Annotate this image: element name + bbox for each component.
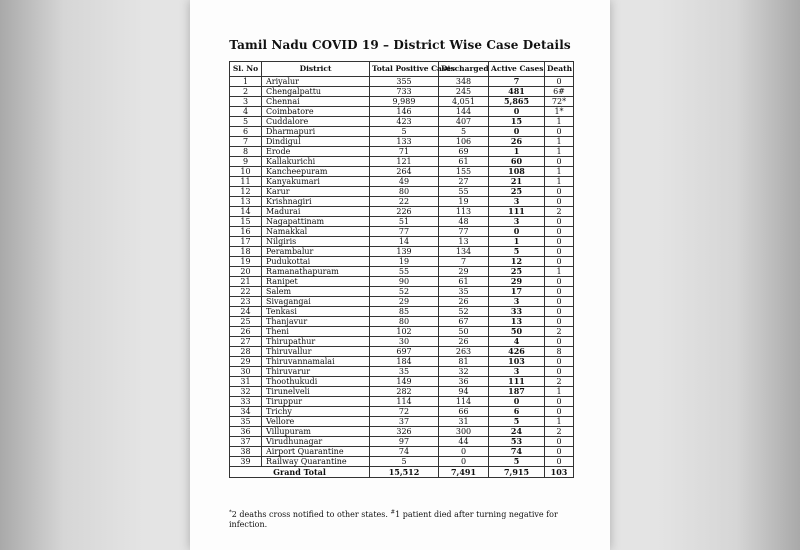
cell-district: Perambalur [262,247,370,257]
cell-active-cases: 3 [489,197,545,207]
cell-sl-no: 36 [230,427,262,437]
cell-total-positive: 697 [370,347,439,357]
table-row [230,407,574,417]
cell-district: Ariyalur [262,77,370,87]
cell-active-cases: 17 [489,287,545,297]
cell-district: Nagapattinam [262,217,370,227]
cell-discharged: 0 [439,447,489,457]
cell-death: 1 [545,137,574,147]
table-row [230,247,574,257]
cell-total-positive: 149 [370,377,439,387]
cell-district: Kancheepuram [262,167,370,177]
cell-death: 0 [545,257,574,267]
cell-death: 0 [545,157,574,167]
table-row [230,457,574,467]
table-row [230,357,574,367]
cell-total-positive: 282 [370,387,439,397]
cell-active-cases: 33 [489,307,545,317]
cell-active-cases: 103 [489,357,545,367]
cell-district: Pudukottai [262,257,370,267]
cell-sl-no: 25 [230,317,262,327]
table-header-row [230,62,574,77]
cell-death: 1 [545,387,574,397]
cell-discharged: 144 [439,107,489,117]
cell-total-positive: 80 [370,187,439,197]
cell-discharged: 61 [439,157,489,167]
cell-district: Madurai [262,207,370,217]
cell-active-cases: 4 [489,337,545,347]
table-row [230,427,574,437]
cell-death: 0 [545,457,574,467]
cell-discharged: 66 [439,407,489,417]
cell-total-positive: 22 [370,197,439,207]
table-row [230,317,574,327]
cell-discharged: 67 [439,317,489,327]
cell-active-cases: 5 [489,247,545,257]
cell-total-positive: 37 [370,417,439,427]
total-discharged: 7,491 [439,467,489,478]
cell-discharged: 5 [439,127,489,137]
cell-death: 1 [545,177,574,187]
cell-sl-no: 8 [230,147,262,157]
cell-district: Tiruppur [262,397,370,407]
table-row [230,127,574,137]
cell-active-cases: 426 [489,347,545,357]
cell-death: 0 [545,437,574,447]
cell-active-cases: 25 [489,267,545,277]
table-row [230,107,574,117]
cell-discharged: 50 [439,327,489,337]
cell-death: 8 [545,347,574,357]
cell-total-positive: 74 [370,447,439,457]
cell-district: Thoothukudi [262,377,370,387]
cell-active-cases: 5 [489,417,545,427]
grand-total-label: Grand Total [230,467,370,478]
cell-district: Ranipet [262,277,370,287]
footnote [229,510,573,530]
cell-district: Thirupathur [262,337,370,347]
cell-total-positive: 29 [370,297,439,307]
total-active: 7,915 [489,467,545,478]
table-row [230,267,574,277]
cell-discharged: 13 [439,237,489,247]
cell-discharged: 7 [439,257,489,267]
cell-sl-no: 1 [230,77,262,87]
grand-total-row [230,467,574,478]
cell-discharged: 263 [439,347,489,357]
cell-total-positive: 19 [370,257,439,267]
total-death: 103 [545,467,574,478]
cell-death: 2 [545,427,574,437]
footnote-hash-mark: # [390,509,396,516]
cell-discharged: 61 [439,277,489,287]
cell-active-cases: 25 [489,187,545,197]
cell-district: Railway Quarantine [262,457,370,467]
cell-discharged: 26 [439,337,489,347]
cell-district: Chennai [262,97,370,107]
cell-sl-no: 19 [230,257,262,267]
cell-discharged: 155 [439,167,489,177]
cell-total-positive: 35 [370,367,439,377]
cell-death: 1 [545,267,574,277]
cell-district: Dharmapuri [262,127,370,137]
cell-total-positive: 355 [370,77,439,87]
cell-active-cases: 13 [489,317,545,327]
table-row [230,197,574,207]
cell-discharged: 81 [439,357,489,367]
cell-district: Cuddalore [262,117,370,127]
cell-district: Kanyakumari [262,177,370,187]
cell-death: 2 [545,327,574,337]
cell-sl-no: 12 [230,187,262,197]
cell-district: Theni [262,327,370,337]
cell-death: 0 [545,337,574,347]
cell-death: 1 [545,167,574,177]
header-total-positive: Total Positive Cases [370,62,439,77]
table-row [230,227,574,237]
table-row [230,97,574,107]
cell-death: 0 [545,287,574,297]
cell-death: 0 [545,187,574,197]
table-row [230,207,574,217]
cell-active-cases: 1 [489,147,545,157]
cell-district: Chengalpattu [262,87,370,97]
cell-total-positive: 52 [370,287,439,297]
cell-discharged: 36 [439,377,489,387]
cell-sl-no: 11 [230,177,262,187]
cell-discharged: 77 [439,227,489,237]
cell-district: Thiruvarur [262,367,370,377]
cell-sl-no: 34 [230,407,262,417]
cell-death: 0 [545,237,574,247]
header-discharged: Discharged [439,62,489,77]
district-case-table [229,61,574,478]
cell-district: Thiruvannamalai [262,357,370,367]
cell-sl-no: 31 [230,377,262,387]
cell-district: Karur [262,187,370,197]
cell-active-cases: 3 [489,217,545,227]
header-sl-no: Sl. No [230,62,262,77]
table-row [230,87,574,97]
cell-discharged: 348 [439,77,489,87]
cell-total-positive: 264 [370,167,439,177]
cell-death: 0 [545,297,574,307]
cell-discharged: 245 [439,87,489,97]
cell-discharged: 32 [439,367,489,377]
cell-death: 0 [545,77,574,87]
cell-total-positive: 55 [370,267,439,277]
cell-discharged: 31 [439,417,489,427]
cell-active-cases: 3 [489,297,545,307]
cell-sl-no: 24 [230,307,262,317]
cell-active-cases: 24 [489,427,545,437]
cell-death: 6# [545,87,574,97]
cell-sl-no: 16 [230,227,262,237]
cell-death: 0 [545,277,574,287]
cell-death: 0 [545,317,574,327]
cell-death: 2 [545,207,574,217]
cell-death: 0 [545,407,574,417]
table-row [230,77,574,87]
cell-district: Sivagangai [262,297,370,307]
cell-discharged: 134 [439,247,489,257]
cell-discharged: 0 [439,457,489,467]
table-row [230,167,574,177]
table-row [230,217,574,227]
cell-active-cases: 5 [489,457,545,467]
cell-active-cases: 26 [489,137,545,147]
cell-death: 0 [545,307,574,317]
cell-active-cases: 53 [489,437,545,447]
table-row [230,347,574,357]
cell-discharged: 106 [439,137,489,147]
cell-death: 1 [545,117,574,127]
cell-district: Tenkasi [262,307,370,317]
cell-district: Thanjavur [262,317,370,327]
cell-sl-no: 20 [230,267,262,277]
cell-total-positive: 5 [370,127,439,137]
cell-sl-no: 17 [230,237,262,247]
header-active-cases: Active Cases [489,62,545,77]
cell-discharged: 407 [439,117,489,127]
cell-sl-no: 4 [230,107,262,117]
cell-total-positive: 71 [370,147,439,157]
cell-active-cases: 111 [489,207,545,217]
table-row [230,287,574,297]
cell-death: 0 [545,227,574,237]
cell-sl-no: 21 [230,277,262,287]
cell-total-positive: 733 [370,87,439,97]
table-row [230,367,574,377]
cell-discharged: 19 [439,197,489,207]
cell-death: 1* [545,107,574,117]
cell-district: Airport Quarantine [262,447,370,457]
cell-sl-no: 39 [230,457,262,467]
cell-active-cases: 5,865 [489,97,545,107]
table-row [230,117,574,127]
cell-total-positive: 146 [370,107,439,117]
cell-total-positive: 77 [370,227,439,237]
cell-sl-no: 2 [230,87,262,97]
cell-active-cases: 0 [489,107,545,117]
cell-death: 0 [545,447,574,457]
cell-district: Thiruvallur [262,347,370,357]
cell-sl-no: 6 [230,127,262,137]
cell-total-positive: 121 [370,157,439,167]
cell-death: 2 [545,377,574,387]
cell-active-cases: 29 [489,277,545,287]
cell-sl-no: 23 [230,297,262,307]
cell-discharged: 35 [439,287,489,297]
footnote-text-2: 1 patient died after turning negative for infection. [229,510,558,529]
cell-discharged: 114 [439,397,489,407]
cell-district: Virudhunagar [262,437,370,447]
cell-total-positive: 80 [370,317,439,327]
cell-discharged: 44 [439,437,489,447]
cell-district: Trichy [262,407,370,417]
table-row [230,447,574,457]
cell-death: 0 [545,397,574,407]
cell-sl-no: 29 [230,357,262,367]
cell-total-positive: 14 [370,237,439,247]
total-positive: 15,512 [370,467,439,478]
cell-active-cases: 3 [489,367,545,377]
cell-sl-no: 7 [230,137,262,147]
table-row [230,377,574,387]
cell-discharged: 94 [439,387,489,397]
cell-total-positive: 184 [370,357,439,367]
footnote-text-1: 2 deaths cross notified to other states. [231,510,391,519]
cell-total-positive: 30 [370,337,439,347]
header-death: Death [545,62,574,77]
cell-death: 1 [545,417,574,427]
cell-active-cases: 1 [489,237,545,247]
cell-death: 0 [545,247,574,257]
cell-discharged: 27 [439,177,489,187]
cell-death: 0 [545,357,574,367]
cell-discharged: 300 [439,427,489,437]
table-row [230,177,574,187]
document-page [190,0,610,550]
cell-district: Kallakurichi [262,157,370,167]
cell-district: Nilgiris [262,237,370,247]
table-row [230,237,574,247]
cell-sl-no: 5 [230,117,262,127]
cell-total-positive: 326 [370,427,439,437]
cell-sl-no: 28 [230,347,262,357]
cell-death: 0 [545,367,574,377]
cell-district: Villupuram [262,427,370,437]
cell-sl-no: 3 [230,97,262,107]
cell-active-cases: 0 [489,227,545,237]
cell-district: Dindigul [262,137,370,147]
cell-death: 0 [545,197,574,207]
cell-active-cases: 108 [489,167,545,177]
cell-total-positive: 226 [370,207,439,217]
cell-death: 1 [545,147,574,157]
cell-district: Ramanathapuram [262,267,370,277]
cell-sl-no: 35 [230,417,262,427]
cell-district: Salem [262,287,370,297]
cell-total-positive: 49 [370,177,439,187]
cell-death: 0 [545,217,574,227]
table-row [230,157,574,167]
cell-sl-no: 26 [230,327,262,337]
cell-active-cases: 7 [489,77,545,87]
cell-discharged: 26 [439,297,489,307]
cell-district: Coimbatore [262,107,370,117]
cell-sl-no: 37 [230,437,262,447]
cell-active-cases: 0 [489,397,545,407]
cell-active-cases: 111 [489,377,545,387]
cell-active-cases: 21 [489,177,545,187]
table-row [230,387,574,397]
table-row [230,397,574,407]
cell-sl-no: 18 [230,247,262,257]
cell-sl-no: 10 [230,167,262,177]
cell-total-positive: 133 [370,137,439,147]
cell-sl-no: 32 [230,387,262,397]
cell-discharged: 52 [439,307,489,317]
cell-sl-no: 38 [230,447,262,457]
cell-sl-no: 30 [230,367,262,377]
cell-death: 72* [545,97,574,107]
cell-total-positive: 114 [370,397,439,407]
cell-active-cases: 481 [489,87,545,97]
table-row [230,327,574,337]
cell-district: Vellore [262,417,370,427]
cell-sl-no: 33 [230,397,262,407]
cell-sl-no: 14 [230,207,262,217]
cell-total-positive: 85 [370,307,439,317]
cell-sl-no: 9 [230,157,262,167]
cell-active-cases: 74 [489,447,545,457]
table-row [230,437,574,447]
cell-active-cases: 0 [489,127,545,137]
cell-discharged: 48 [439,217,489,227]
cell-death: 0 [545,127,574,137]
cell-district: Tirunelveli [262,387,370,397]
table-row [230,147,574,157]
cell-active-cases: 187 [489,387,545,397]
table-row [230,187,574,197]
cell-sl-no: 22 [230,287,262,297]
cell-total-positive: 97 [370,437,439,447]
cell-active-cases: 12 [489,257,545,267]
cell-active-cases: 60 [489,157,545,167]
cell-discharged: 29 [439,267,489,277]
header-district: District [262,62,370,77]
cell-sl-no: 27 [230,337,262,347]
cell-total-positive: 90 [370,277,439,287]
cell-total-positive: 72 [370,407,439,417]
page-title: Tamil Nadu COVID 19 – District Wise Case Details [229,38,571,52]
cell-sl-no: 13 [230,197,262,207]
cell-discharged: 4,051 [439,97,489,107]
cell-total-positive: 423 [370,117,439,127]
cell-active-cases: 50 [489,327,545,337]
cell-total-positive: 102 [370,327,439,337]
cell-active-cases: 6 [489,407,545,417]
cell-sl-no: 15 [230,217,262,227]
footnote-star-mark: * [229,509,232,516]
cell-total-positive: 51 [370,217,439,227]
cell-active-cases: 15 [489,117,545,127]
table-row [230,257,574,267]
cell-total-positive: 5 [370,457,439,467]
cell-total-positive: 9,989 [370,97,439,107]
table-row [230,337,574,347]
table-row [230,277,574,287]
table-row [230,297,574,307]
table-row [230,307,574,317]
table-row [230,137,574,147]
cell-district: Erode [262,147,370,157]
cell-total-positive: 139 [370,247,439,257]
cell-discharged: 69 [439,147,489,157]
cell-discharged: 113 [439,207,489,217]
cell-district: Namakkal [262,227,370,237]
table-row [230,417,574,427]
cell-discharged: 55 [439,187,489,197]
cell-district: Krishnagiri [262,197,370,207]
